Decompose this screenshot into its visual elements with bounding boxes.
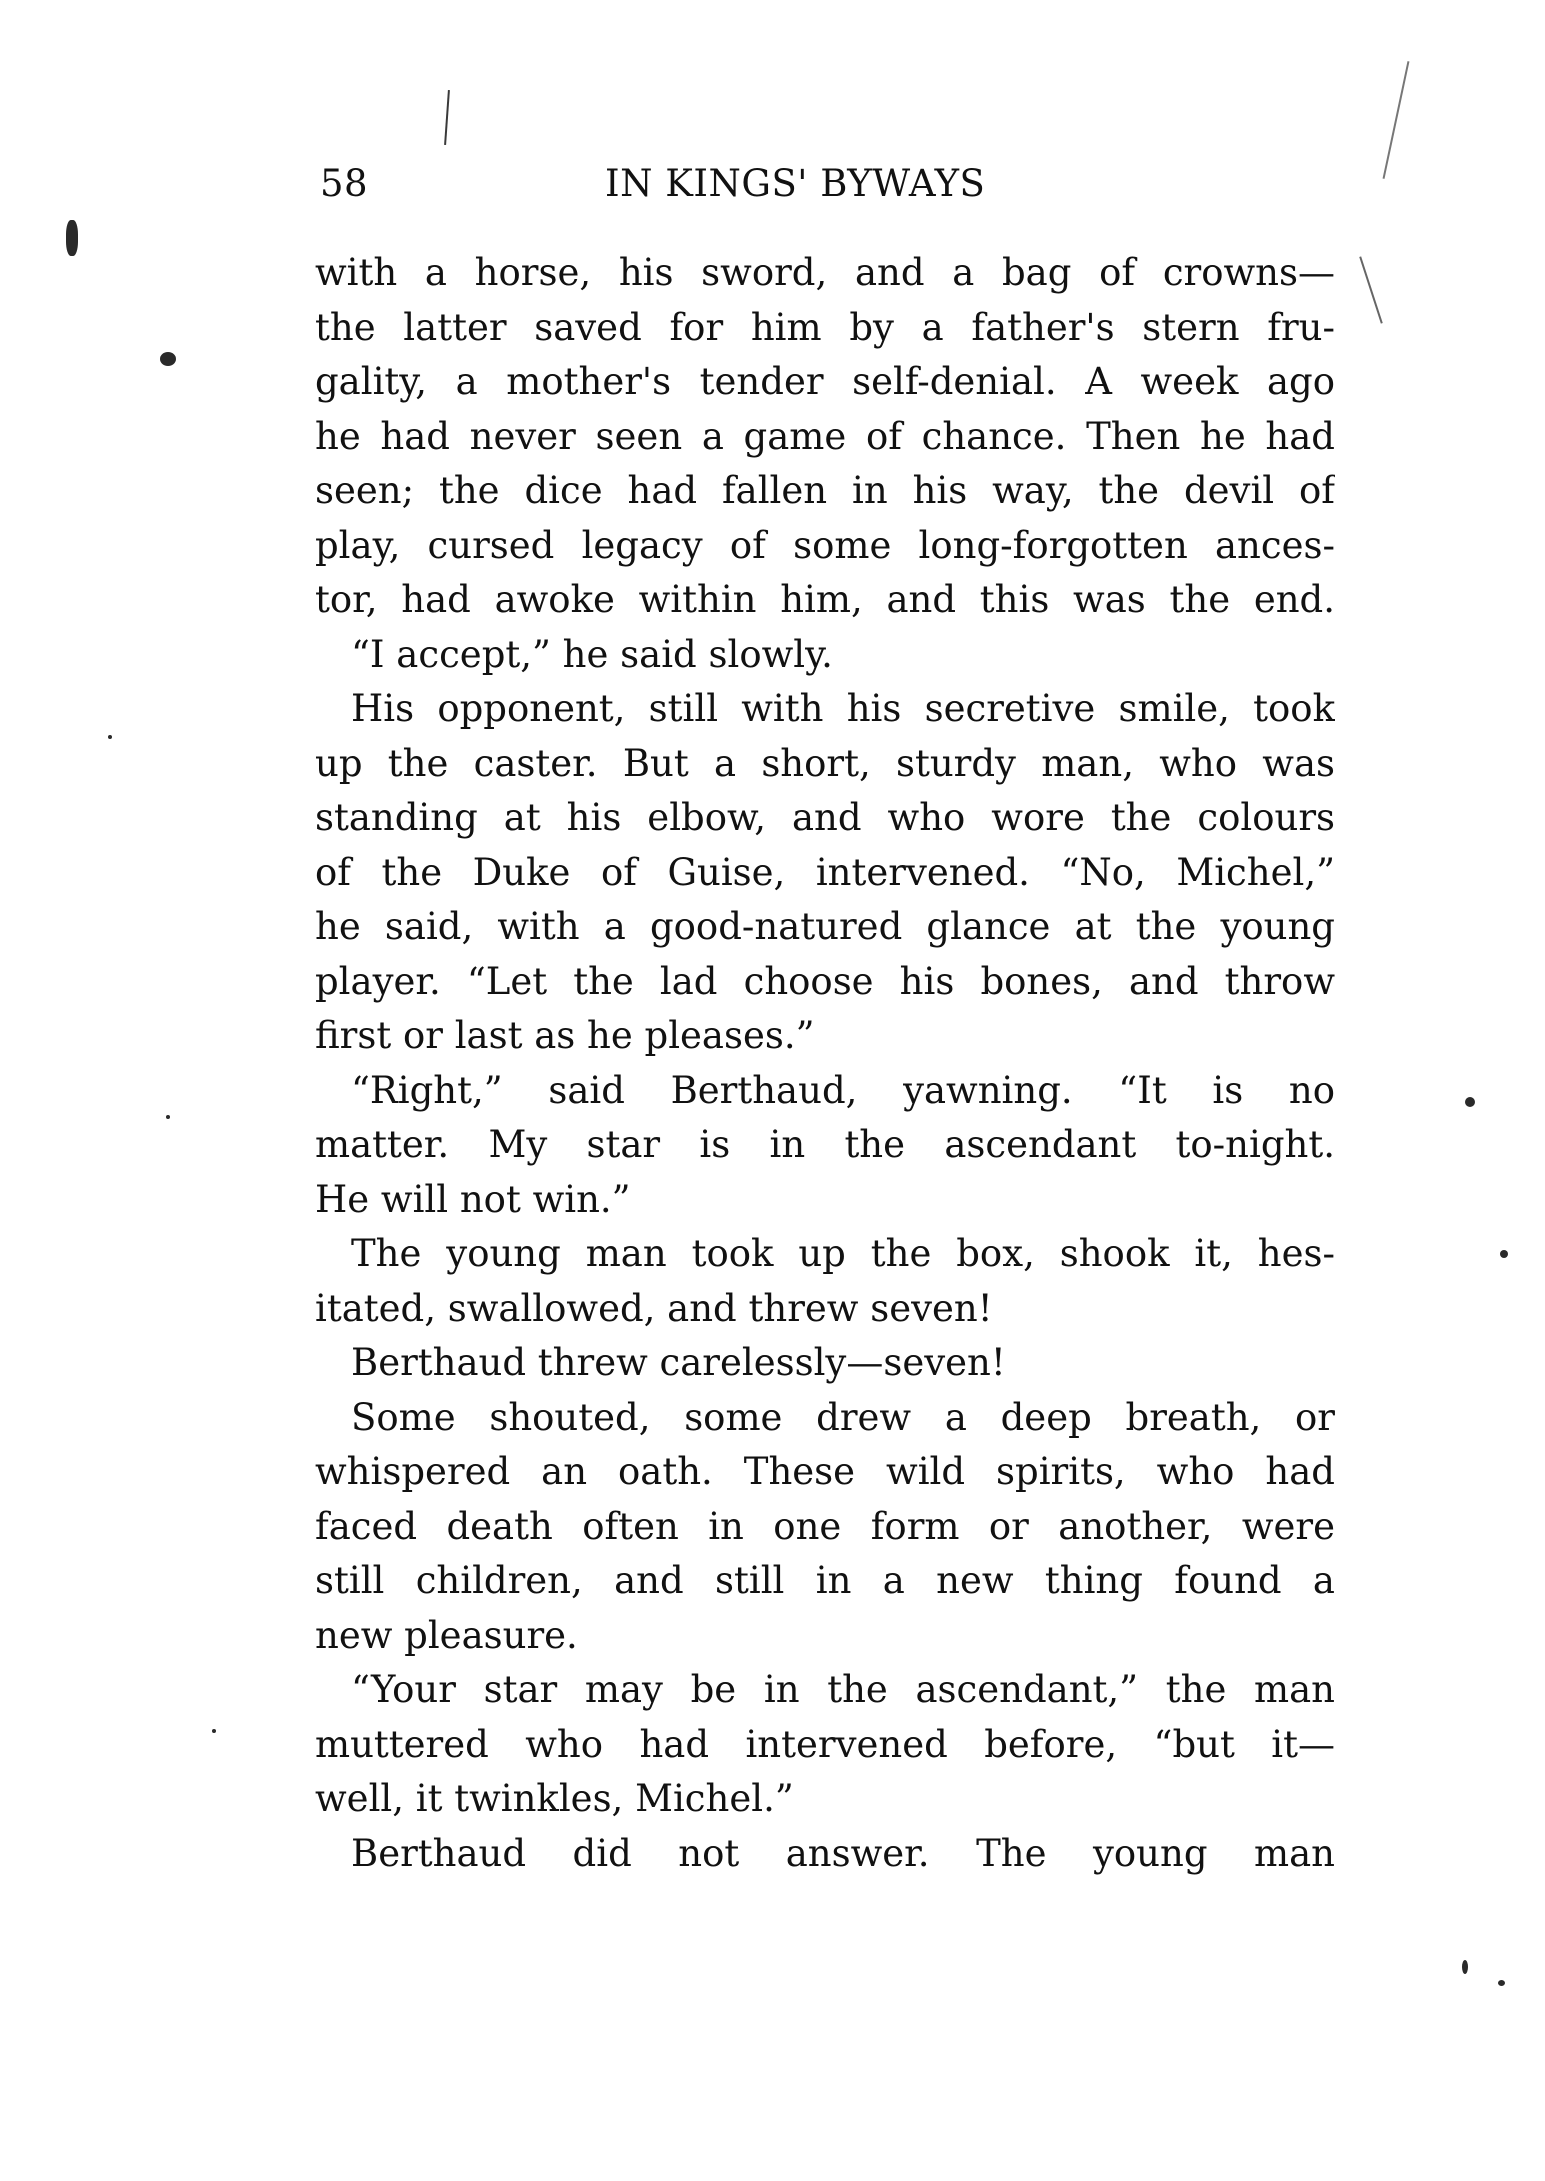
text-line: seen; the dice had fallen in his way, the devil of [315,469,1335,512]
ink-speck [66,220,78,256]
ink-speck [1465,1097,1475,1107]
page-number: 58 [320,162,369,205]
text-line: gality, a mother's tender self-denial. A week ago [315,360,1335,403]
text-line: well, it twinkles, Michel.” [315,1777,794,1820]
scan-mark [444,90,450,145]
text-line: new pleasure. [315,1613,578,1657]
text-line: the latter saved for him by a father's stern fru- [315,305,1335,349]
text-line: muttered who had intervened before, “but it— [315,1722,1335,1766]
text-line: “Right,” said Berthaud, yawning. “It is no [351,1068,1335,1112]
text-line: tor, had awoke within him, and this was the end. [315,578,1335,621]
text-line: Berthaud threw carelessly—seven! [351,1341,1006,1384]
ink-speck [1500,1250,1508,1258]
ink-speck [166,1115,170,1119]
text-line: with a horse, his sword, and a bag of crowns— [315,251,1335,294]
ink-speck [1498,1980,1505,1986]
text-line: “Your star may be in the ascendant,” the man [351,1668,1335,1711]
text-line: standing at his elbow, and who wore the colours [315,796,1335,839]
page-header [320,162,1340,222]
running-title: IN KINGS' BYWAYS [605,162,986,205]
text-line: Berthaud did not answer. The young man [351,1831,1335,1875]
text-line: play, cursed legacy of some long-forgotten ances- [315,523,1335,567]
text-line: He will not win.” [315,1177,631,1221]
ink-speck [108,735,112,739]
text-line: first or last as he pleases.” [315,1014,815,1057]
scan-mark [1359,256,1383,323]
text-line: he said, with a good-natured glance at the young [315,905,1335,948]
text-line: still children, and still in a new thing found a [315,1559,1335,1602]
scan-mark [1383,61,1410,179]
text-line: he had never seen a game of chance. Then he had [315,414,1335,458]
text-line: faced death often in one form or another, were [315,1504,1335,1548]
text-line: of the Duke of Guise, intervened. “No, Michel,” [315,850,1335,894]
text-line: itated, swallowed, and threw seven! [315,1286,993,1330]
body-text [315,246,1335,1881]
ink-speck [212,1729,216,1733]
text-line: “I accept,” he said slowly. [351,632,833,676]
text-line: up the caster. But a short, sturdy man, who was [315,741,1335,785]
ink-speck [1462,1960,1468,1974]
text-line: matter. My star is in the ascendant to-night. [315,1123,1335,1166]
text-line: Some shouted, some drew a deep breath, or [351,1395,1335,1439]
text-line: The young man took up the box, shook it, hes- [351,1232,1335,1275]
ink-speck [160,352,176,366]
text-line: player. “Let the lad choose his bones, and throw [315,959,1335,1003]
text-line: His opponent, still with his secretive smile, took [351,687,1335,730]
text-line: whispered an oath. These wild spirits, who had [315,1450,1335,1493]
